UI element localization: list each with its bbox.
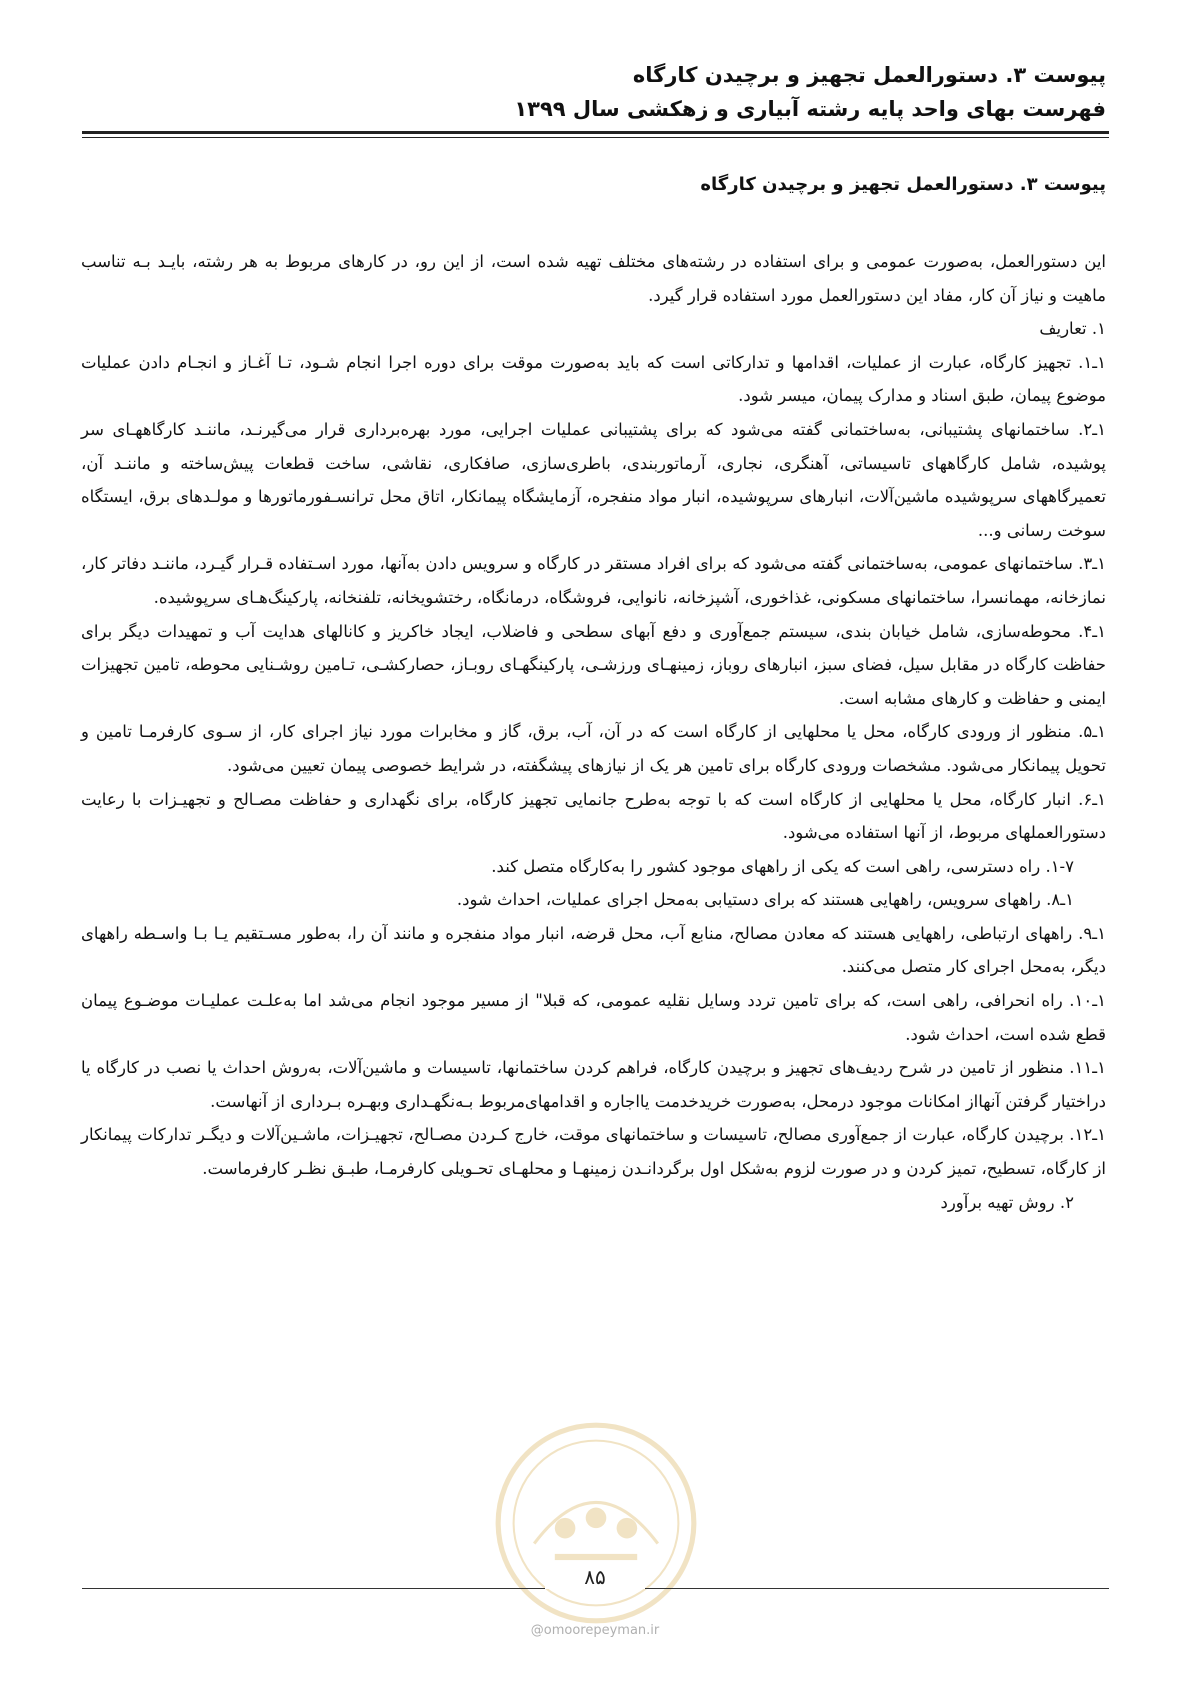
definition-1-11: ۱ـ۱۱. منظور از تامین در شرح ردیف‌های تجهیز و برچیدن کارگاه، فراهم کردن ساختمانها، تاسیسات و ماشین‌آلات، به‌روش احداث یا نصب در کارگاه یا دراختیار گرفتن آنهااز امکانات موجود درمحل، به‌صورت خریدخدمت یااجاره و اقدامهای‌مربوط بـه‌نگهـداری وبهـره بـرداری از آنهاست. <box>81 1058 1106 1111</box>
header-price-list-title: فهرست بهای واحد پایه رشته آبیاری و زهکشی سال ۱۳۹۹ <box>514 97 1106 121</box>
heading-estimation-method: ۲. روش تهیه برآورد <box>940 1192 1074 1212</box>
definition-1-6: ۱ـ۶. انبار کارگاه، محل یا محلهایی از کارگاه است که با توجه به‌طرح جانمایی تجهیز کارگاه، برای نگهداری و حفاظت مصـالح و تجهیـزات با رعایت دستورالعملهای مربوط، از آنها استفاده می‌شود. <box>81 789 1106 843</box>
body-text <box>81 245 1106 1219</box>
header-divider <box>82 131 1109 138</box>
page-number: ۸۵ <box>545 1565 645 1589</box>
header-appendix-title: پیوست ۳. دستورالعمل تجهیز و برچیدن کارگاه <box>632 63 1106 87</box>
definition-1-2: ۱ـ۲. ساختمانهای پشتیبانی، به‌ساختمانی گفته می‌شود که برای پشتیبانی عملیات اجرایی، مورد بهره‌برداری قرار می‌گیرنـد، ماننـد کارگاههـای سر پوشیده، شامل کارگاههای تاسیساتی، آهنگری، نجاری، آرماتوربندی، باطری‌سازی، صافکاری، نقاشی، ساخت قطعات پیش‌ساخته و ماننـد آن، تعمیرگاههای سرپوشیده ماشین‌آلات، انبارهای سرپوشیده، انبار مواد منفجره، آزمایشگاه پیمانکار، اتاق محل ترانسـفورماتورها و مولـدهای برق، ایستگاه سوخت رسانی و... <box>81 419 1106 540</box>
website-watermark: @omoorepeyman.ir <box>530 1623 660 1638</box>
watermark-logo-icon <box>493 1420 699 1626</box>
definition-1-9: ۱ـ۹. راههای ارتباطی، راههایی هستند که معادن مصالح، منابع آب، محل قرضه، انبار مواد منفجره و مانند آن را، به‌طور مسـتقیم یـا بـا واسـطه راههای دیگر، به‌محل اجرای کار متصل می‌کنند. <box>81 923 1106 977</box>
definition-1-12: ۱ـ۱۲. برچیدن کارگاه، عبارت از جمع‌آوری مصالح، تاسیسات و ساختمانهای موقت، خارج کـردن مصـالح، تجهیـزات، ماشـین‌آلات و دیگـر تدارکات پیمانکار از کارگاه، تسطیح، تمیز کردن و در صورت لزوم به‌شکل اول برگردانـدن زمینهـا و محلهـای تحـویلی کارفرمـا، طبـق نظـر کارفرماست. <box>81 1125 1106 1179</box>
heading-definitions: ۱. تعاریف <box>1039 319 1106 339</box>
definition-1-7: ۱-۷. راه دسترسی، راهی است که یکی از راههای موجود کشور را به‌کارگاه متصل کند. <box>491 856 1074 876</box>
definition-1-3: ۱ـ۳. ساختمانهای عمومی، به‌ساختمانی گفته می‌شود که برای افراد مستقر در کارگاه و سرویس دادن به‌آنها، مورد اسـتفاده قـرار گیـرد، ماننـد دفاتر کار، نمازخانه، مهمانسرا، ساختمانهای مسکونی، غذاخوری، آشپزخانه، نانوایی، فروشگاه، درمانگاه، رختشویخانه، تلفنخانه، پارکینگ‌هـای سرپوشیده. <box>81 554 1106 607</box>
definition-1-8: ۱ـ۸. راههای سرویس، راههایی هستند که برای دستیابی به‌محل اجرای عملیات، احداث شود. <box>456 890 1074 910</box>
definition-1-5: ۱ـ۵. منظور از ورودی کارگاه، محل یا محلهایی از کارگاه است که در آن، آب، برق، گاز و مخابرات مورد نیاز اجرای کار، از سـوی کارفرمـا تامین و تحویل پیمانکار می‌شود. مشخصات ورودی کارگاه برای تامین هر یک از نیازهای پیشگفته، در شرایط خصوصی پیمان تعیین می‌شود. <box>81 722 1106 775</box>
definition-1-1: ۱ـ۱. تجهیز کارگاه، عبارت از عملیات، اقدامها و تدارکاتی است که باید به‌صورت موقت برای دوره اجرا انجام شـود، تـا آغـاز و انجـام دادن عملیات موضوع پیمان، طبق اسناد و مدارک پیمان، میسر شود. <box>81 352 1106 406</box>
definition-1-4: ۱ـ۴. محوطه‌سازی، شامل خیابان بندی، سیستم جمع‌آوری و دفع آبهای سطحی و فاضلاب، ایجاد خاکریز و کانالهای هدایت آب و تمهیدات دیگر برای حفاظت کارگاه در مقابل سیل، فضای سبز، انبارهای روباز، زمینهـای ورزشـی، پارکینگهـای روبـاز، حصارکشـی، تـامین روشـنایی محوطه، تامین تجهیزات ایمنی و حفاظت و کارهای مشابه است. <box>81 621 1106 708</box>
definition-1-10: ۱ـ۱۰. راه انحرافی، راهی است، که برای تامین تردد وسایل نقلیه عمومی، که قبلا" از مسیر موجود انجام می‌شد اما به‌علـت عملیـات موضـوع پیمان قطع شده است، احداث شود. <box>81 991 1106 1044</box>
intro-paragraph: این دستورالعمل، به‌صورت عمومی و برای استفاده در رشته‌های مختلف تهیه شده است، از این رو، در کارهای مربوط به هر رشته، بایـد بـه تناسب ماهیت و نیاز آن کار، مفاد این دستورالعمل مورد استفاده قرار گیرد. <box>81 252 1106 305</box>
section-title: پیوست ۳. دستورالعمل تجهیز و برچیدن کارگاه <box>700 174 1106 195</box>
page-header <box>76 58 1106 126</box>
